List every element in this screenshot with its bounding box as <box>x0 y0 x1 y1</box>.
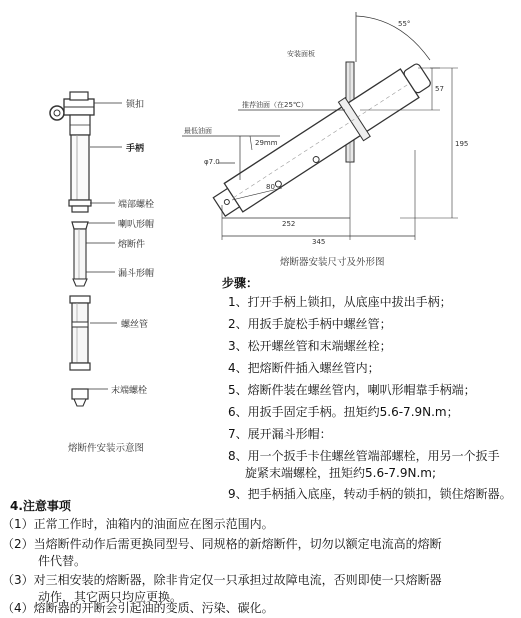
screw-tube-label: 螺丝管 <box>121 320 149 330</box>
note-item: （1）正常工作时，油箱内的油面应在图示范围内。 <box>2 517 274 531</box>
steps-title: 步骤： <box>222 276 259 290</box>
note-item: （3）对三相安装的熔断器，除非肯定仅一只承担过故障电流，否则即使一只熔断器 <box>2 573 442 587</box>
lock-label: 锁扣 <box>126 100 145 110</box>
left-diagram-caption: 熔断件安装示意图 <box>68 443 145 454</box>
dim-195: 195 <box>455 140 469 148</box>
dim-phi: φ7.0 <box>204 158 220 166</box>
recommended-oil-label: 推荐油面（在25℃） <box>242 101 308 109</box>
notes-title: 4.注意事项 <box>10 499 71 513</box>
step-item: 6、用扳手固定手柄。扭矩约5.6-7.9N.m； <box>228 405 459 419</box>
min-oil-label: 最低油面 <box>184 127 212 135</box>
fuse-link-label: 熔断件 <box>118 240 146 250</box>
end-bolt-bottom-label: 末端螺栓 <box>111 386 148 396</box>
step-item: 3、松开螺丝管和末端螺丝栓； <box>228 339 392 353</box>
step-item: 8、用一个扳手卡住螺丝管端部螺栓，用另一个扳手 <box>228 449 500 463</box>
step-item: 5、熔断件装在螺丝管内，喇叭形帽靠手柄端； <box>228 383 476 397</box>
note-item-continuation: 动作，其它两只均应更换。 <box>38 590 183 604</box>
panel-label: 安装面板 <box>287 50 315 58</box>
end-bolt-top-label: 端部螺栓 <box>118 200 155 210</box>
horn-cap-label: 喇叭形帽 <box>118 220 155 230</box>
step-item-continuation: 旋紧末端螺栓，扭矩约5.6-7.9N.m; <box>245 466 437 480</box>
step-item: 9、把手柄插入底座，转动手柄的锁扣，锁住熔断器。 <box>228 487 512 501</box>
step-item: 4、把熔断件插入螺丝管内； <box>228 361 380 375</box>
dim-80: 80 <box>266 183 275 191</box>
note-item-continuation: 件代替。 <box>38 554 87 568</box>
right-diagram-caption: 熔断器安装尺寸及外形图 <box>280 257 385 268</box>
dim-252: 252 <box>282 220 296 228</box>
dim-55: 55° <box>398 20 411 28</box>
funnel-cap-label: 漏斗形帽 <box>118 269 155 279</box>
step-item: 7、展开漏斗形帽： <box>228 427 332 441</box>
handle-label: 手柄 <box>126 144 145 154</box>
step-item: 1、打开手柄上锁扣，从底座中拔出手柄； <box>228 295 452 309</box>
step-item: 2、用扳手旋松手柄中螺丝管； <box>228 317 392 331</box>
note-item: （2）当熔断件动作后需更换同型号、同规格的新熔断件，切勿以额定电流高的熔断 <box>2 537 442 551</box>
dim-57: 57 <box>435 85 444 93</box>
note-item: （4）熔断器的开断会引起油的变质、污染、碳化。 <box>2 601 274 615</box>
dim-29mm: 29mm <box>255 139 278 147</box>
dim-345: 345 <box>312 238 326 246</box>
